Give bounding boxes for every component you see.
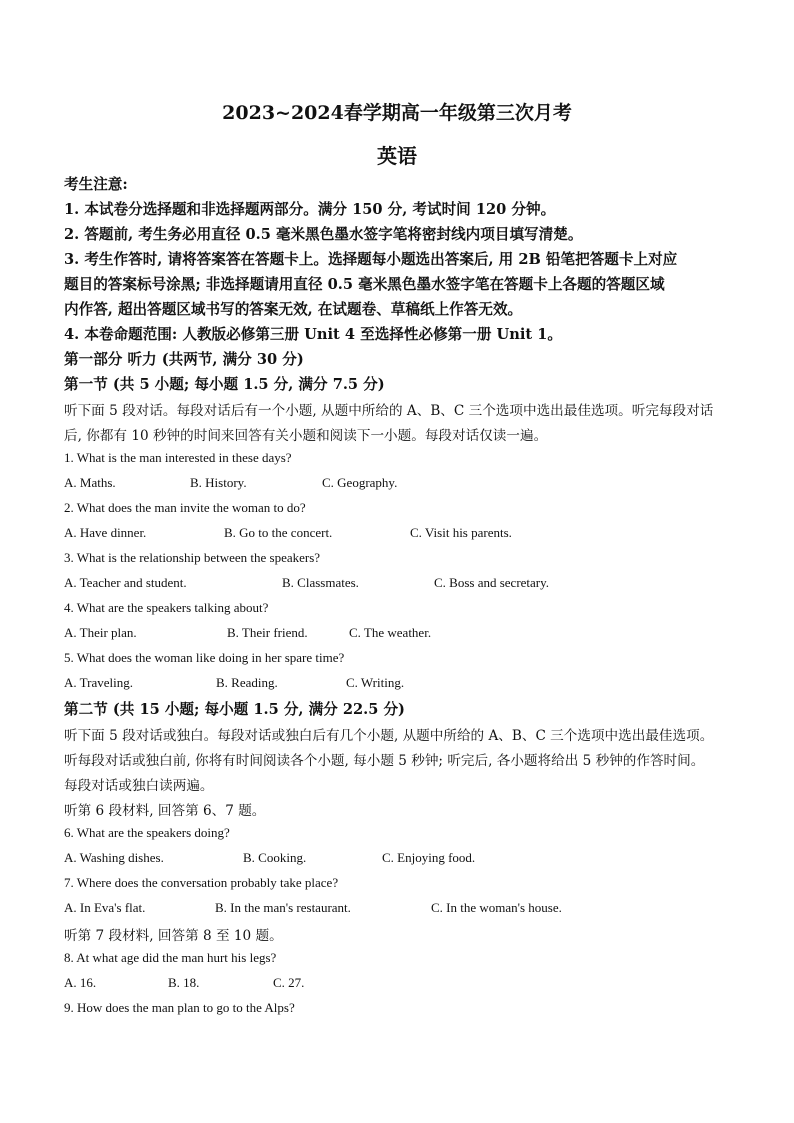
section2-instructions: 听下面 5 段对话或独白。每段对话或独白后有几个小题, 从题中所给的 A、B、C 三个选项中选出最佳选项。 [64, 728, 714, 744]
option-b: B. Their friend. [227, 625, 308, 640]
question-stem: 4. What are the speakers talking about? [64, 600, 269, 615]
option-c: C. The weather. [349, 625, 432, 640]
section1-heading: 第一节 (共 5 小题; 每小题 1.5 分, 满分 7.5 分) [64, 376, 385, 393]
option-a: A. Maths. [64, 475, 116, 490]
option-a: A. Their plan. [64, 625, 137, 640]
option-b: B. Go to the concert. [224, 525, 333, 540]
section1-instructions: 后, 你都有 10 秒钟的时间来回答有关小题和阅读下一小题。每段对话仅读一遍。 [64, 428, 548, 444]
option-a: A. Teacher and student. [64, 575, 187, 590]
section2-instructions: 每段对话或独白读两遍。 [64, 778, 214, 794]
notice-item: 1. 本试卷分选择题和非选择题两部分。满分 150 分, 考试时间 120 分钟。 [64, 201, 556, 218]
option-c: C. Writing. [346, 675, 405, 690]
option-a: A. Washing dishes. [64, 850, 164, 865]
exam-title: 2023~2024春学期高一年级第三次月考 [222, 102, 572, 124]
question-stem: 8. At what age did the man hurt his legs? [64, 950, 277, 965]
option-a: A. In Eva's flat. [64, 900, 146, 915]
option-c: C. Visit his parents. [410, 525, 512, 540]
subject-title: 英语 [377, 144, 417, 168]
question-stem: 5. What does the woman like doing in her spare time? [64, 650, 345, 665]
option-c: C. 27. [273, 975, 305, 990]
option-a: A. Have dinner. [64, 525, 147, 540]
option-a: A. Traveling. [64, 675, 133, 690]
passage-instruction: 听第 7 段材料, 回答第 8 至 10 题。 [64, 928, 283, 944]
question-stem: 1. What is the man interested in these days? [64, 450, 292, 465]
notice-item: 4. 本卷命题范围: 人教版必修第三册 Unit 4 至选择性必修第一册 Unit 1。 [64, 326, 562, 343]
option-b: B. Cooking. [243, 850, 307, 865]
question-stem: 9. How does the man plan to go to the Alps? [64, 1000, 295, 1015]
notice-item: 3. 考生作答时, 请将答案答在答题卡上。选择题每小题选出答案后, 用 2B 铅笔把答题卡上对应 [64, 251, 678, 268]
option-c: C. Geography. [322, 475, 398, 490]
notice-item: 2. 答题前, 考生务必用直径 0.5 毫米黑色墨水签字笔将密封线内项目填写清楚。 [64, 226, 583, 243]
option-c: C. Boss and secretary. [434, 575, 550, 590]
notice-item: 题目的答案标号涂黑; 非选择题请用直径 0.5 毫米黑色墨水签字笔在答题卡上各题的答题区域 [64, 276, 665, 293]
option-c: C. In the woman's house. [431, 900, 562, 915]
passage-instruction: 听第 6 段材料, 回答第 6、7 题。 [64, 803, 266, 819]
question-stem: 7. Where does the conversation probably take place? [64, 875, 339, 890]
option-b: B. In the man's restaurant. [215, 900, 351, 915]
section2-heading: 第二节 (共 15 小题; 每小题 1.5 分, 满分 22.5 分) [64, 701, 405, 718]
section1-instructions: 听下面 5 段对话。每段对话后有一个小题, 从题中所给的 A、B、C 三个选项中选出最佳选项。听完每段对话 [64, 403, 714, 419]
option-a: A. 16. [64, 975, 97, 990]
question-stem: 3. What is the relationship between the speakers? [64, 550, 321, 565]
option-b: B. History. [190, 475, 247, 490]
option-b: B. Classmates. [282, 575, 359, 590]
option-b: B. Reading. [216, 675, 278, 690]
option-b: B. 18. [168, 975, 200, 990]
notice-item: 内作答, 超出答题区域书写的答案无效, 在试题卷、草稿纸上作答无效。 [64, 301, 523, 318]
section2-instructions: 听每段对话或独白前, 你将有时间阅读各个小题, 每小题 5 秒钟; 听完后, 各小题将给出 5 秒钟的作答时间。 [64, 753, 705, 769]
part1-heading: 第一部分 听力 (共两节, 满分 30 分) [64, 351, 304, 368]
question-stem: 6. What are the speakers doing? [64, 825, 230, 840]
question-stem: 2. What does the man invite the woman to do? [64, 500, 306, 515]
option-c: C. Enjoying food. [382, 850, 476, 865]
notice-heading: 考生注意: [64, 176, 128, 193]
